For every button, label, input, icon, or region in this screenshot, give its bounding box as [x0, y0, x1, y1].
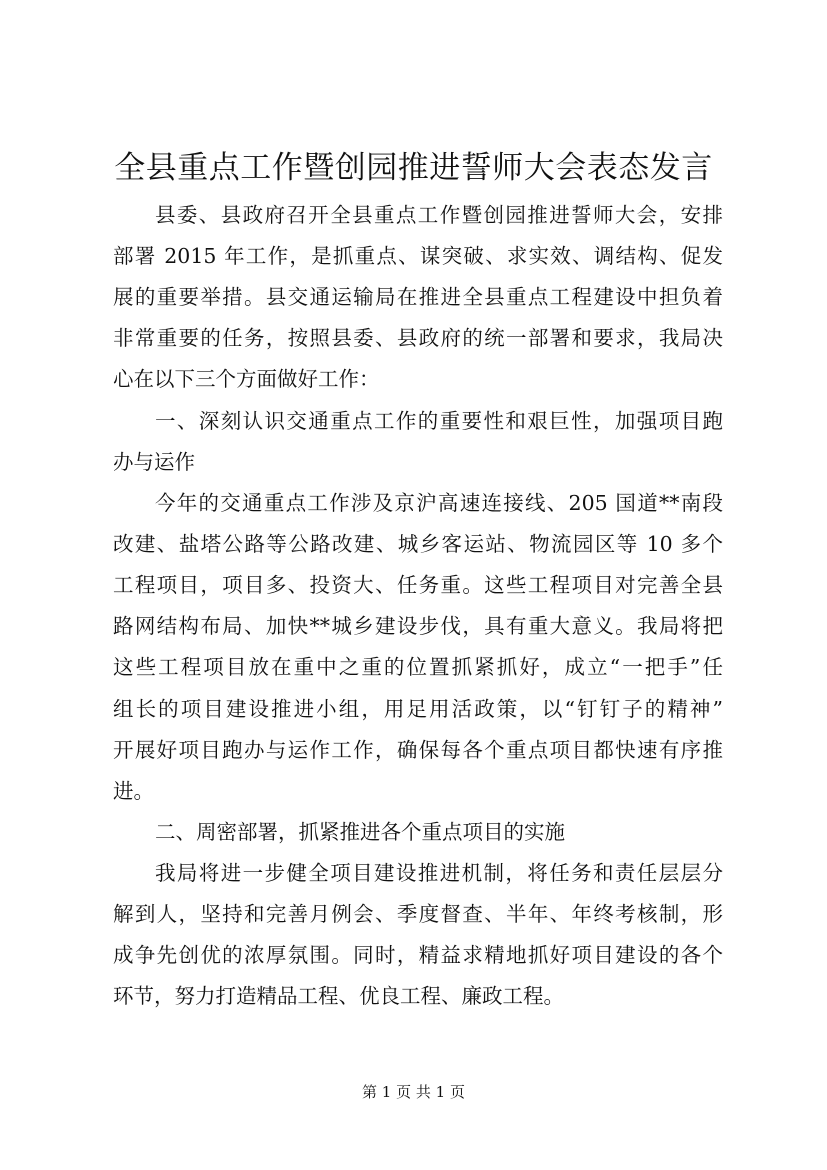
body-line: 工程项目，项目多、投资大、任务重。这些工程项目对完善全县 [113, 573, 723, 597]
body-line: 这些工程项目放在重中之重的位置抓紧抓好，成立“一把手”任 [113, 655, 723, 679]
body-line: 部署 2015 年工作，是抓重点、谋突破、求实效、调结构、促发 [113, 244, 723, 268]
body-line: 解到人，坚持和完善月例会、季度督查、半年、年终考核制，形 [113, 902, 723, 926]
body-line: 成争先创优的浓厚氛围。同时，精益求精地抓好项目建设的各个 [113, 943, 723, 967]
section-heading: 办与运作 [113, 450, 195, 474]
document-title: 全县重点工作暨创园推进誓师大会表态发言 [114, 150, 713, 186]
page-footer: 第 1 页 共 1 页 [362, 1083, 465, 1101]
body-line: 开展好项目跑办与运作工作，确保每各个重点项目都快速有序推 [113, 738, 723, 762]
body-line: 县委、县政府召开全县重点工作暨创园推进誓师大会，安排 [155, 203, 723, 227]
body-line: 环节，努力打造精品工程、优良工程、廉政工程。 [113, 984, 564, 1008]
body-line: 路网结构布局、加快**城乡建设步伐，具有重大意义。我局将把 [113, 614, 723, 638]
body-line: 今年的交通重点工作涉及京沪高速连接线、205 国道**南段 [155, 491, 723, 515]
body-line: 展的重要举措。县交通运输局在推进全县重点工程建设中担负着 [113, 285, 723, 309]
section-heading: 一、深刻认识交通重点工作的重要性和艰巨性，加强项目跑 [155, 409, 723, 433]
section-heading: 二、周密部署，抓紧推进各个重点项目的实施 [155, 820, 565, 844]
body-line: 我局将进一步健全项目建设推进机制，将任务和责任层层分 [155, 861, 723, 885]
body-line: 进。 [113, 779, 154, 803]
body-line: 改建、盐塔公路等公路改建、城乡客运站、物流园区等 10 多个 [113, 532, 723, 556]
body-line: 组长的项目建设推进小组，用足用活政策，以“钉钉子的精神” [113, 697, 723, 721]
body-line: 心在以下三个方面做好工作： [113, 367, 380, 391]
body-line: 非常重要的任务，按照县委、县政府的统一部署和要求，我局决 [113, 326, 723, 350]
